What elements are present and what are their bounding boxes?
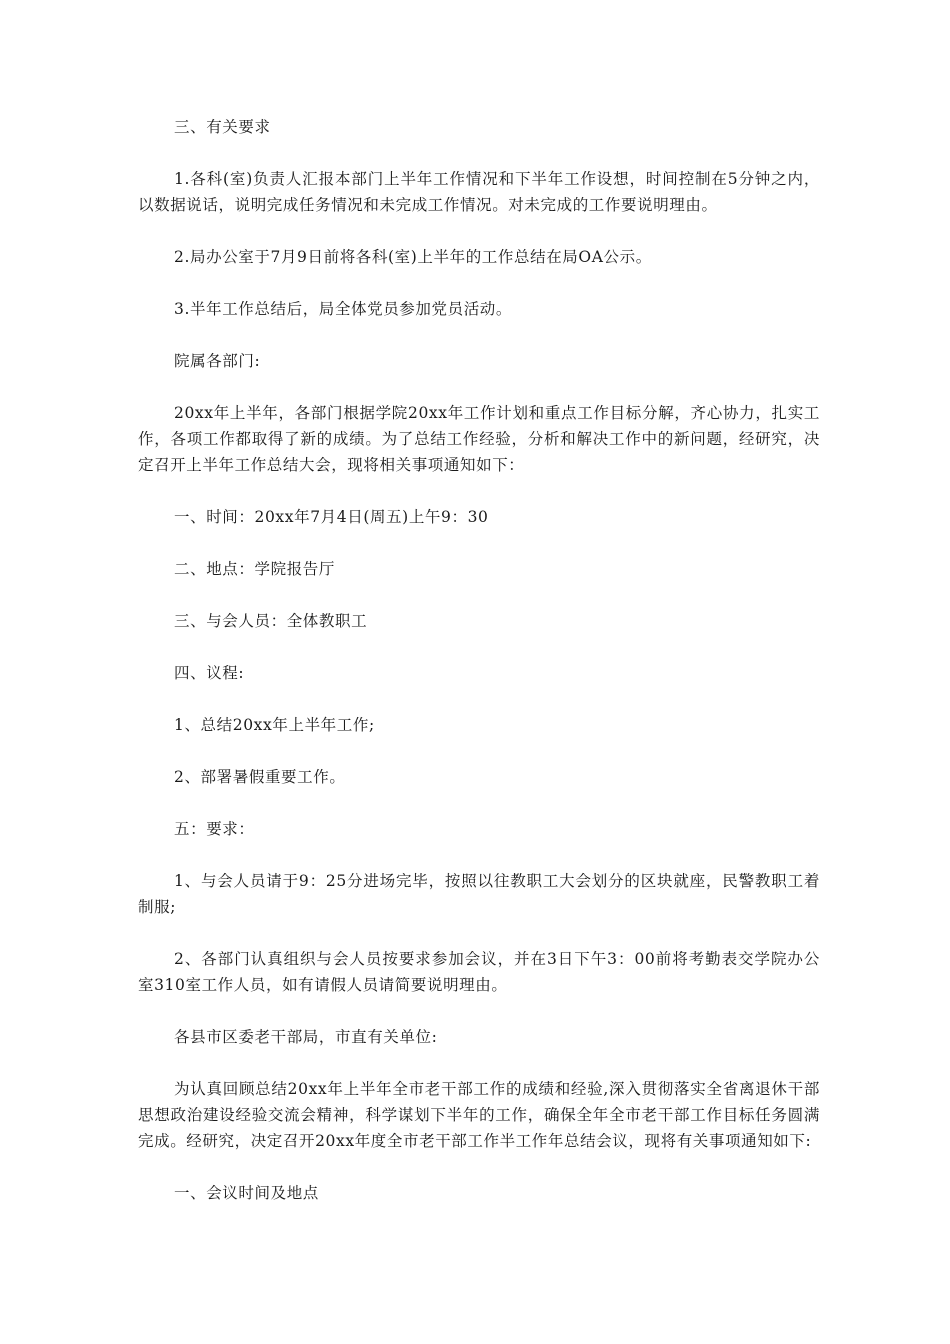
agenda-item-1: 1、总结20xx年上半年工作; xyxy=(174,716,375,734)
requirements-heading: 五：要求： xyxy=(174,820,255,838)
requirements-item-1: 1、与会人员请于9：25分进场完毕，按照以往教职工大会划分的区块就座，民警教职工着制服; xyxy=(138,872,820,916)
salutation-departments: 院属各部门: xyxy=(174,352,261,370)
agenda-item-2: 2、部署暑假重要工作。 xyxy=(174,768,346,786)
requirement-item-3: 3.半年工作总结后，局全体党员参加党员活动。 xyxy=(174,300,512,318)
requirement-item-1: 1.各科(室)负责人汇报本部门上半年工作情况和下半年工作设想，时间控制在5分钟之内，以数据说话，说明完成任务情况和未完成工作情况。对未完成的工作要说明理由。 xyxy=(138,170,820,214)
document-body xyxy=(138,114,820,1232)
meeting-attendees: 三、与会人员：全体教职工 xyxy=(174,612,368,630)
section-heading-requirements: 三、有关要求 xyxy=(174,118,271,136)
meeting-location: 二、地点：学院报告厅 xyxy=(174,560,336,578)
salutation-veteran-cadres: 各县市区委老干部局，市直有关单位: xyxy=(174,1028,438,1046)
meeting-time: 一、时间：20xx年7月4日(周五)上午9：30 xyxy=(174,508,489,526)
requirement-item-2: 2.局办公室于7月9日前将各科(室)上半年的工作总结在局OA公示。 xyxy=(174,248,652,266)
meeting-time-location-heading: 一、会议时间及地点 xyxy=(174,1184,319,1202)
notice-intro-paragraph: 20xx年上半年，各部门根据学院20xx年工作计划和重点工作目标分解，齐心协力，扎实工作，各项工作都取得了新的成绩。为了总结工作经验，分析和解决工作中的新问题，经研究，决定召开上半年工作总结大会，现将相关事项通知如下： xyxy=(138,404,820,474)
requirements-item-2: 2、各部门认真组织与会人员按要求参加会议，并在3日下午3：00前将考勤表交学院办公室310室工作人员，如有请假人员请简要说明理由。 xyxy=(138,950,820,994)
veteran-notice-intro: 为认真回顾总结20xx年上半年全市老干部工作的成绩和经验,深入贯彻落实全省离退休干部思想政治建设经验交流会精神，科学谋划下半年的工作，确保全年全市老干部工作目标任务圆满完成。经研究，决定召开20xx年度全市老干部工作半工作年总结会议，现将有关事项通知如下: xyxy=(138,1080,820,1150)
agenda-heading: 四、议程: xyxy=(174,664,245,682)
